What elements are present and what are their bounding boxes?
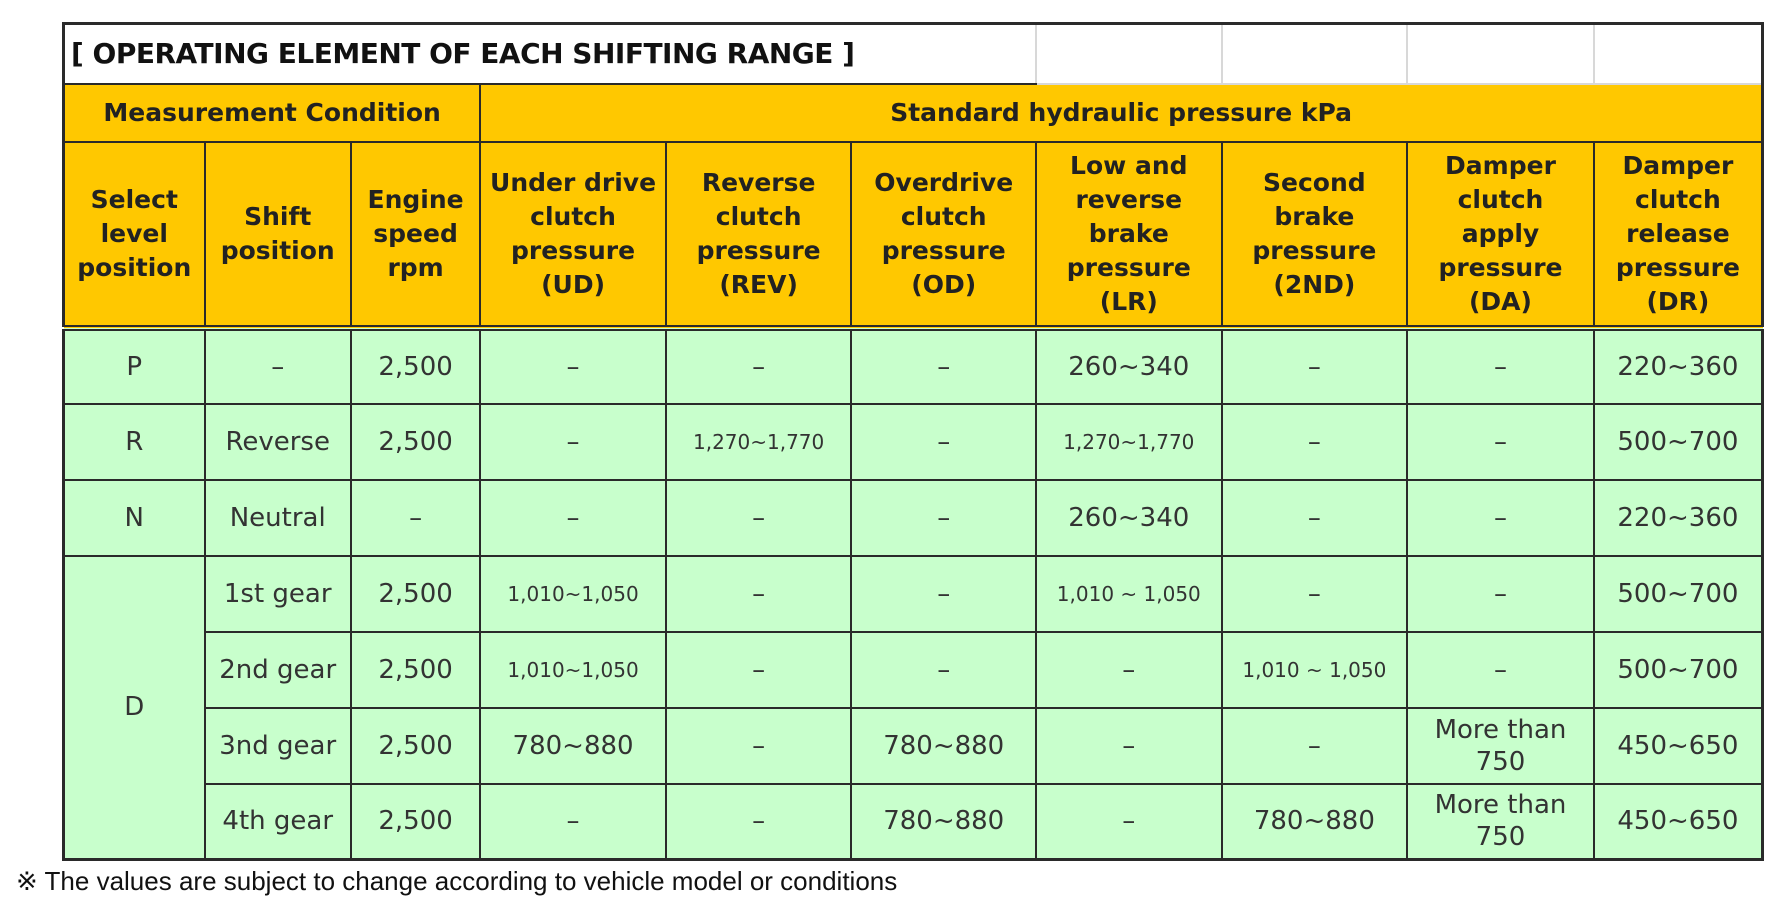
lr-cell: 1,010 ~ 1,050 [1036,556,1222,632]
da-cell: – [1407,404,1594,480]
shift-position-cell: 2nd gear [205,632,351,708]
ud-cell: 1,010~1,050 [480,632,666,708]
lr-cell: 1,270~1,770 [1036,404,1222,480]
column-header-2nd: Second brake pressure (2ND) [1222,142,1408,328]
ud-cell: 780~880 [480,708,666,784]
od-cell: – [851,556,1036,632]
second-cell: – [1222,708,1408,784]
od-cell: – [851,632,1036,708]
da-cell: – [1407,328,1594,404]
ud-cell: – [480,480,666,556]
od-cell: 780~880 [851,784,1036,860]
da-cell: – [1407,632,1594,708]
shift-position-cell: 1st gear [205,556,351,632]
second-cell: 1,010 ~ 1,050 [1222,632,1408,708]
standard-pressure-header: Standard hydraulic pressure kPa [480,84,1762,142]
footnote: ※ The values are subject to change according to vehicle model or conditions [16,866,898,896]
shift-position-cell: Neutral [205,480,351,556]
second-cell: – [1222,556,1408,632]
engine-speed-cell: – [351,480,480,556]
ud-cell: – [480,328,666,404]
rev-cell: 1,270~1,770 [666,404,852,480]
select-position-cell: N [64,480,205,556]
table-row [64,708,1763,784]
ud-cell: 1,010~1,050 [480,556,666,632]
od-cell: – [851,328,1036,404]
ud-cell: – [480,784,666,860]
table-row [64,632,1763,708]
select-position-cell: R [64,404,205,480]
column-header-shift-position: Shift position [205,142,351,328]
column-header-dr: Damper clutch release pressure (DR) [1594,142,1763,328]
column-header-engine-speed: Engine speed rpm [351,142,480,328]
second-cell: 780~880 [1222,784,1408,860]
pressure-table [62,22,1764,861]
shift-position-cell: Reverse [205,404,351,480]
rev-cell: – [666,480,852,556]
od-cell: 780~880 [851,708,1036,784]
lr-cell: 260~340 [1036,328,1222,404]
dr-cell: 450~650 [1594,784,1763,860]
ud-cell: – [480,404,666,480]
od-cell: – [851,404,1036,480]
table-row [64,328,1763,404]
second-cell: – [1222,328,1408,404]
shift-position-cell: 3nd gear [205,708,351,784]
rev-cell: – [666,784,852,860]
second-cell: – [1222,480,1408,556]
lr-cell: – [1036,784,1222,860]
da-cell: More than 750 [1407,708,1594,784]
table-row [64,784,1763,860]
title-blank-cell [1407,24,1594,84]
table-row [64,556,1763,632]
dr-cell: 500~700 [1594,556,1763,632]
rev-cell: – [666,632,852,708]
table-title: [ OPERATING ELEMENT OF EACH SHIFTING RANGE ] [64,24,1037,84]
da-cell: More than 750 [1407,784,1594,860]
column-header-od: Overdrive clutch pressure (OD) [851,142,1036,328]
title-blank-cell [1594,24,1763,84]
engine-speed-cell: 2,500 [351,784,480,860]
rev-cell: – [666,328,852,404]
engine-speed-cell: 2,500 [351,328,480,404]
dr-cell: 220~360 [1594,480,1763,556]
da-cell: – [1407,556,1594,632]
engine-speed-cell: 2,500 [351,632,480,708]
column-header-select-position: Select level position [64,142,205,328]
engine-speed-cell: 2,500 [351,556,480,632]
lr-cell: 260~340 [1036,480,1222,556]
engine-speed-cell: 2,500 [351,404,480,480]
lr-cell: – [1036,632,1222,708]
shift-position-cell: 4th gear [205,784,351,860]
rev-cell: – [666,708,852,784]
select-position-cell: D [64,556,205,860]
dr-cell: 220~360 [1594,328,1763,404]
column-header-rev: Reverse clutch pressure (REV) [666,142,852,328]
column-header-ud: Under drive clutch pressure (UD) [480,142,666,328]
column-header-lr: Low and reverse brake pressure (LR) [1036,142,1222,328]
shift-position-cell: – [205,328,351,404]
engine-speed-cell: 2,500 [351,708,480,784]
da-cell: – [1407,480,1594,556]
title-blank-cell [1222,24,1408,84]
dr-cell: 450~650 [1594,708,1763,784]
rev-cell: – [666,556,852,632]
select-position-cell: P [64,328,205,404]
measurement-condition-header: Measurement Condition [64,84,481,142]
od-cell: – [851,480,1036,556]
lr-cell: – [1036,708,1222,784]
second-cell: – [1222,404,1408,480]
column-header-da: Damper clutch apply pressure (DA) [1407,142,1594,328]
title-blank-cell [1036,24,1222,84]
table-row [64,480,1763,556]
dr-cell: 500~700 [1594,632,1763,708]
table-row [64,404,1763,480]
dr-cell: 500~700 [1594,404,1763,480]
